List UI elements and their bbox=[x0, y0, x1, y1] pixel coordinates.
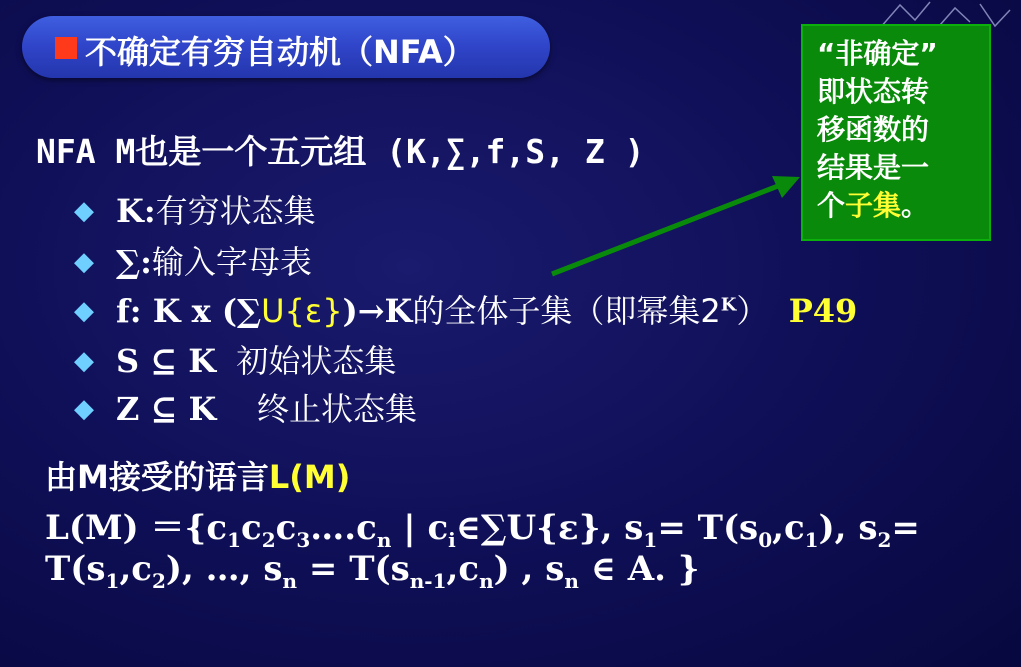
f-c: c bbox=[783, 508, 805, 548]
f-c: c bbox=[131, 549, 152, 589]
f-sub: n bbox=[564, 568, 579, 593]
bullet-text: 的全体子集（即幂集2 bbox=[412, 292, 721, 330]
f-sub: 1 bbox=[227, 527, 242, 552]
diamond-bullet-icon: ◆ bbox=[74, 346, 94, 376]
f-lhs: L(M) ＝{c bbox=[45, 508, 228, 548]
f-sep: | bbox=[391, 508, 428, 548]
page-title: 不确定有穷自动机（NFA） bbox=[85, 33, 475, 71]
bullet-item bbox=[74, 384, 417, 430]
bullet-lead: K: bbox=[116, 192, 156, 230]
page-reference: P49 bbox=[788, 292, 858, 330]
diamond-bullet-icon: ◆ bbox=[74, 394, 94, 424]
f-close: ), bbox=[818, 508, 859, 548]
formula-line-1 bbox=[45, 500, 920, 552]
bullet-text: 有穷状态集 bbox=[155, 192, 316, 230]
f-comma: , bbox=[772, 508, 784, 548]
bullet-text: 输入字母表 bbox=[151, 243, 312, 281]
nfa-definition: NFA M也是一个五元组 (K,∑,f,S, Z ) bbox=[36, 132, 645, 171]
f-sub: n-1 bbox=[409, 568, 447, 593]
f-eqT: = T(s bbox=[657, 508, 759, 548]
f-eq2: = T(s bbox=[297, 549, 410, 589]
f-sub: n bbox=[479, 568, 494, 593]
bullet-lead-after: )→K bbox=[342, 292, 413, 330]
language-title-highlight: L(M) bbox=[268, 458, 351, 496]
epsilon-highlight: U{ε} bbox=[261, 292, 343, 330]
bullet-text: 终止状态集 bbox=[256, 390, 417, 428]
f-comma: , bbox=[446, 549, 459, 589]
f-sub: 2 bbox=[261, 527, 276, 552]
f-sub: 0 bbox=[758, 527, 773, 552]
diamond-bullet-icon: ◆ bbox=[74, 247, 94, 277]
f-sub: 3 bbox=[296, 527, 311, 552]
f-c: c bbox=[356, 508, 377, 548]
f-c: c bbox=[275, 508, 297, 548]
formula-line-2 bbox=[45, 549, 700, 593]
bullet-item bbox=[74, 336, 396, 382]
bullet-item bbox=[74, 186, 316, 232]
bullet-item bbox=[74, 286, 857, 332]
bullet-close: ） bbox=[736, 292, 769, 330]
note-line: 即状态转 bbox=[817, 75, 930, 108]
f-mid: ∈∑U{ε}, bbox=[455, 508, 625, 548]
f-sub: n bbox=[282, 568, 298, 593]
f-s: s bbox=[624, 508, 644, 548]
note-line: 结果是一 bbox=[817, 151, 930, 184]
note-highlight: 子集 bbox=[845, 189, 902, 222]
f-sub: i bbox=[448, 527, 456, 552]
note-suffix: 。 bbox=[901, 189, 930, 222]
f-c: c bbox=[427, 508, 449, 548]
f-c: c bbox=[458, 549, 480, 589]
f-mid2: ), …, s bbox=[165, 549, 283, 589]
f-eq: = bbox=[891, 508, 920, 548]
bullet-text: 初始状态集 bbox=[236, 342, 397, 380]
f-comma: , bbox=[119, 549, 132, 589]
note-line: 移函数的 bbox=[817, 113, 930, 146]
bullet-lead: ∑: bbox=[116, 243, 152, 281]
f-s: s bbox=[858, 508, 878, 548]
diamond-bullet-icon: ◆ bbox=[74, 196, 94, 226]
f-c: c bbox=[241, 508, 262, 548]
f-sub: 1 bbox=[643, 527, 658, 552]
f-sub: 2 bbox=[152, 568, 166, 593]
f-dots: …. bbox=[310, 508, 357, 548]
f-sub: 1 bbox=[804, 527, 819, 552]
note-prefix: 个 bbox=[817, 189, 846, 222]
f-tail: ∈ A. } bbox=[578, 549, 700, 589]
language-title-prefix: 由M接受的语言 bbox=[45, 458, 269, 496]
diamond-bullet-icon: ◆ bbox=[74, 296, 94, 326]
bullet-item bbox=[74, 237, 312, 283]
bullet-lead: Z ⊆ K bbox=[116, 390, 217, 428]
f-sub: 2 bbox=[877, 527, 892, 552]
f-sub: n bbox=[376, 527, 392, 552]
power-superscript: K bbox=[720, 294, 737, 316]
bullet-lead: S ⊆ K bbox=[116, 342, 217, 380]
language-title bbox=[45, 452, 350, 498]
f-start: T(s bbox=[45, 549, 106, 589]
f-end: ) , s bbox=[493, 549, 565, 589]
note-line: “非确定” bbox=[817, 37, 938, 70]
bullet-lead: f: K x (∑ bbox=[116, 292, 262, 330]
f-sub: 1 bbox=[105, 568, 120, 593]
